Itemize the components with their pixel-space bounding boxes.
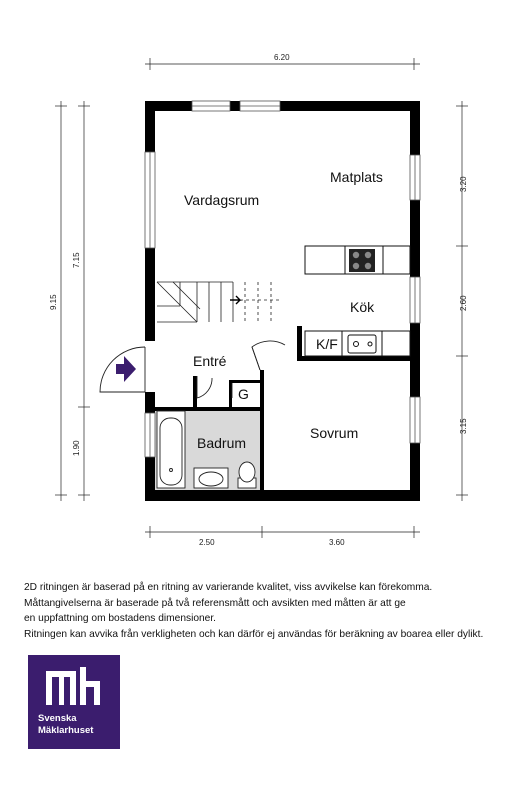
dimension-right-middle: 2.60 [459, 295, 468, 311]
mh-logo-icon [42, 665, 106, 709]
disclaimer [24, 580, 504, 642]
dimension-left-lower: 1.90 [72, 440, 81, 456]
toilet [238, 462, 256, 488]
windows [145, 101, 420, 457]
stove [349, 249, 375, 272]
dimension-left-total: 9.15 [49, 294, 58, 310]
disclaimer-line: en uppfattning om bostadens dimensioner. [24, 613, 216, 625]
room-label-g: G [238, 386, 249, 402]
logo-line1: Svenska [38, 713, 77, 724]
dimension-right-bottom: 3.15 [459, 418, 468, 434]
svenska-maklarhuset-logo [28, 655, 120, 749]
dimension-top-width: 6.20 [274, 53, 290, 62]
room-label-badrum: Badrum [197, 435, 247, 451]
room-label-kf: K/F [316, 336, 338, 352]
dimension-bottom-right-width: 3.60 [329, 538, 345, 547]
dimension-bottom-left-width: 2.50 [199, 538, 215, 547]
entrance-arrow-icon [116, 356, 136, 382]
dimension-left-upper: 7.15 [72, 252, 81, 268]
room-label-matplats: Matplats [330, 169, 383, 185]
room-label-kok: Kök [350, 299, 375, 315]
dimension-right-top: 3.20 [459, 176, 468, 192]
room-label-sovrum: Sovrum [310, 425, 359, 441]
room-label-entre: Entré [193, 353, 227, 369]
staircase [157, 282, 280, 322]
washbasin [194, 468, 228, 488]
logo-line2: Mäklarhuset [38, 725, 94, 736]
disclaimer-line: 2D ritningen är baserad på en ritning av varierande kvalitet, viss avvikelse kan förekomma. [24, 582, 433, 593]
room-label-vardagsrum: Vardagsrum [184, 192, 260, 208]
disclaimer-line: Ritningen kan avvika från verkligheten och kan därför ej användas för beräkning av boarea eller dylikt. [24, 628, 484, 640]
bathtub [157, 411, 185, 488]
disclaimer-line: Måttangivelserna är baserade på två referensmått och avsikten med måtten är att ge [24, 597, 406, 609]
